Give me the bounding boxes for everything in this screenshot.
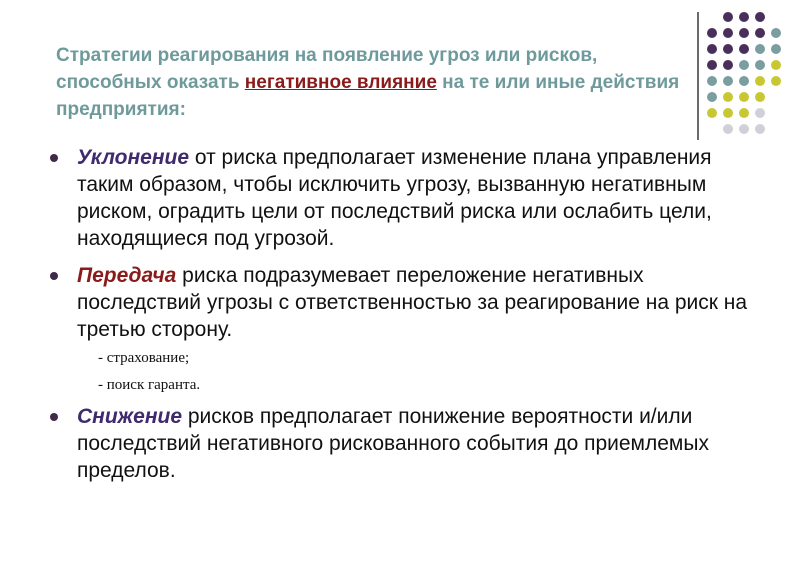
vertical-divider: [697, 12, 699, 140]
decorative-dot: [723, 12, 733, 22]
decorative-dot: [771, 28, 781, 38]
sub-item-insurance: - страхование;: [98, 350, 190, 366]
term-transfer: Передача: [77, 264, 177, 287]
bullet-dot-icon: [50, 154, 58, 162]
bullet-item-avoidance: [50, 144, 770, 252]
decorative-dot: [723, 44, 733, 54]
decorative-dot: [739, 124, 749, 134]
decorative-dot: [755, 76, 765, 86]
term-avoidance: Уклонение: [77, 146, 190, 169]
reduction-description: рисков предполагает понижение вероятности и/или последствий негативного рискованного события до приемлемых пределов.: [77, 405, 709, 482]
decorative-dot: [707, 28, 717, 38]
avoidance-description: от риска предполагает изменение плана управления таким образом, чтобы исключить угрозу, вызванную негативным риском, оградить цели от последствий риска или ослабить цели, находящиеся под угрозой.: [77, 146, 712, 250]
decorative-dot: [707, 76, 717, 86]
title-text-part2: на те или иные действия предприятия:: [56, 72, 680, 120]
decorative-dot: [755, 108, 765, 118]
decorative-dot: [771, 60, 781, 70]
decorative-dot: [739, 28, 749, 38]
decorative-dot: [723, 60, 733, 70]
bullet-item-transfer: [50, 262, 770, 343]
title-highlight: негативное влияние: [244, 72, 437, 93]
bullet-dot-icon: [50, 272, 58, 280]
decorative-dot: [723, 92, 733, 102]
decorative-dot: [755, 60, 765, 70]
decorative-dot: [739, 92, 749, 102]
decorative-dot: [707, 60, 717, 70]
sub-item-guarantor: - поиск гаранта.: [98, 377, 201, 393]
decorative-dot: [739, 60, 749, 70]
transfer-description: риска подразумевает переложение негативных последствий угрозы с ответственностью за реагирование на риск на третью сторону.: [77, 264, 748, 341]
decorative-dot: [755, 12, 765, 22]
slide-title: [56, 42, 686, 123]
decorative-dot: [723, 76, 733, 86]
decorative-dot: [707, 92, 717, 102]
title-text-part1: Стратегии реагирования на появление угроз или рисков, способных оказать: [56, 45, 598, 93]
bullet-dot-icon: [50, 413, 58, 421]
decorative-dot: [739, 108, 749, 118]
decorative-dot: [755, 92, 765, 102]
decorative-dot: [755, 44, 765, 54]
decorative-dot: [739, 12, 749, 22]
bullet-list: [50, 144, 770, 484]
decorative-dot: [723, 108, 733, 118]
decorative-dot: [707, 108, 717, 118]
decorative-dot: [739, 76, 749, 86]
term-reduction: Снижение: [77, 405, 183, 428]
decorative-dot: [739, 44, 749, 54]
decorative-dot: [723, 28, 733, 38]
bullet-item-reduction: [50, 403, 770, 484]
decorative-dot: [755, 28, 765, 38]
decorative-dot: [755, 124, 765, 134]
decorative-dot: [771, 76, 781, 86]
decorative-dot: [723, 124, 733, 134]
decorative-dot: [707, 44, 717, 54]
decorative-dot: [771, 44, 781, 54]
